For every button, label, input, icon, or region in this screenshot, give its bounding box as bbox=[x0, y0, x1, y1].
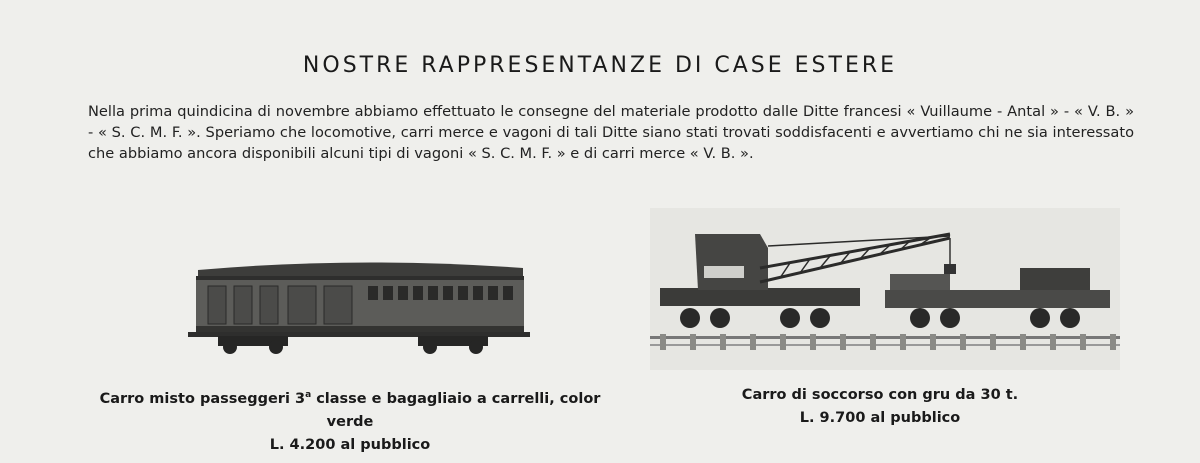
passenger-coach-caption bbox=[80, 384, 620, 457]
intro-paragraph: Nella prima quindicina di novembre abbiamo effettuato le consegne del materiale prodotto dalle Ditte francesi « Vuillaume - Antal » - « V. B. » - « S. C. M. F. ». Speriamo che locomotive, carri merce e vagoni di tali Ditte siano stati trovati soddisfacenti e avvertiamo chi ne sia interessato che abbiamo ancora disponibili alcuni tipi di vagoni « S. C. M. F. » e di carri merce « V. B. ». bbox=[88, 102, 1134, 162]
crane-wagon-description: Carro di soccorso con gru da 30 t. bbox=[741, 387, 1019, 403]
passenger-coach-price: L. 4.200 al pubblico bbox=[269, 436, 431, 453]
passenger-coach-description bbox=[80, 384, 620, 434]
page-title: NOSTRE RAPPRESENTANZE DI CASE ESTERE bbox=[302, 52, 898, 78]
caption-text-end: classe e bagagliaio a carrelli, color verde bbox=[311, 390, 601, 430]
crane-wagon-price: L. 9.700 al pubblico bbox=[799, 410, 961, 426]
caption-superscript: a bbox=[305, 390, 312, 400]
crane-wagon-photo bbox=[650, 208, 1120, 370]
crane-wagon-caption bbox=[700, 384, 1060, 430]
caption-text: Carro misto passeggeri 3 bbox=[99, 390, 306, 407]
passenger-coach-photo bbox=[178, 250, 530, 362]
